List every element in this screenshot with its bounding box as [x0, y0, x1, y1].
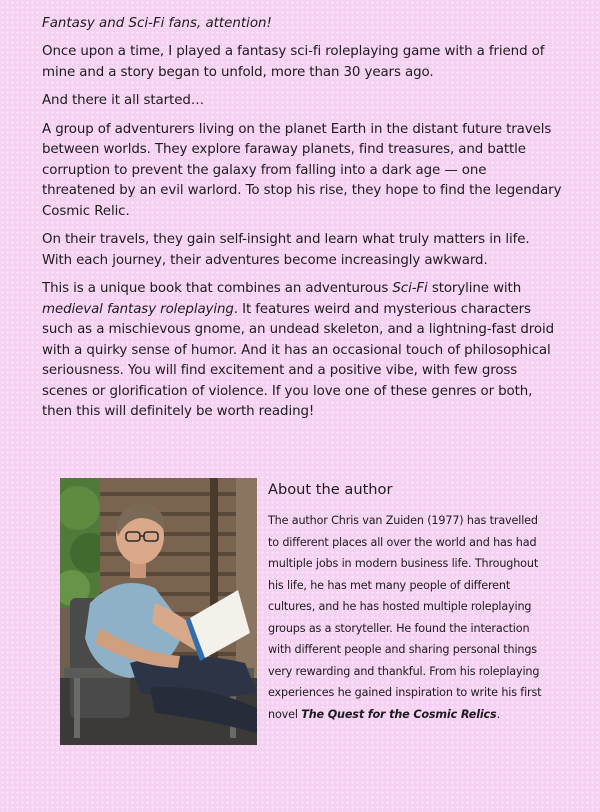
about-author-section: [60, 478, 550, 748]
pitch-emphasis-fantasy: medieval fantasy roleplaying: [42, 301, 234, 317]
pitch-emphasis-scifi: Sci-Fi: [392, 281, 428, 296]
book-description: [42, 14, 562, 431]
pitch-text-3: . It features weird and mysterious characters such as a mischievous gnome, an undead skeleton, and a lightning-fast droid with a quirky sense of humor. And it has an occasional touch of philosophical seriousness. You will find excitement and a positive vibe, with few gross scenes or glorification of violence. If you love one of these genres or both, then this will definitely be worth reading!: [42, 301, 554, 419]
book-title: The Quest for the Cosmic Relics: [301, 707, 497, 721]
author-heading: About the author: [268, 481, 393, 498]
pitch-text-2: storyline with: [427, 281, 522, 296]
paragraph-origin: Once upon a time, I played a fantasy sci-fi roleplaying game with a friend of mine and a story began to unfold, more than 30 years ago.: [42, 44, 545, 80]
author-bio: [268, 510, 548, 725]
paragraph-travels: On their travels, they gain self-insight and learn what truly matters in life. With each journey, their adventures become increasingly awkward.: [42, 232, 530, 268]
paragraph-plot: A group of adventurers living on the planet Earth in the distant future travels between worlds. They explore faraway planets, find treasures, and battle corruption to prevent the galaxy from falling into a dark age — one threatened by an evil warlord. To stop his rise, they hope to find the legendary Cosmic Relic.: [42, 121, 562, 219]
author-bio-text: The author Chris van Zuiden (1977) has travelled to different places all over the world and has had multiple jobs in modern business life. Throughout his life, he has met many people of different cultures, and he has hosted multiple roleplaying groups as a storyteller. He found the interaction with different people and sharing personal things very rewarding and thankful. From his roleplaying experiences he gained inspiration to write his first novel: [268, 514, 542, 721]
paragraph-start: And there it all started…: [42, 93, 205, 108]
intro-line: Fantasy and Sci-Fi fans, attention!: [42, 16, 272, 31]
author-bio-end: .: [496, 707, 500, 721]
author-photo: [60, 478, 257, 745]
pitch-text-1: This is a unique book that combines an adventurous: [42, 281, 393, 296]
paragraph-pitch: [42, 279, 562, 423]
author-text: [268, 480, 548, 725]
